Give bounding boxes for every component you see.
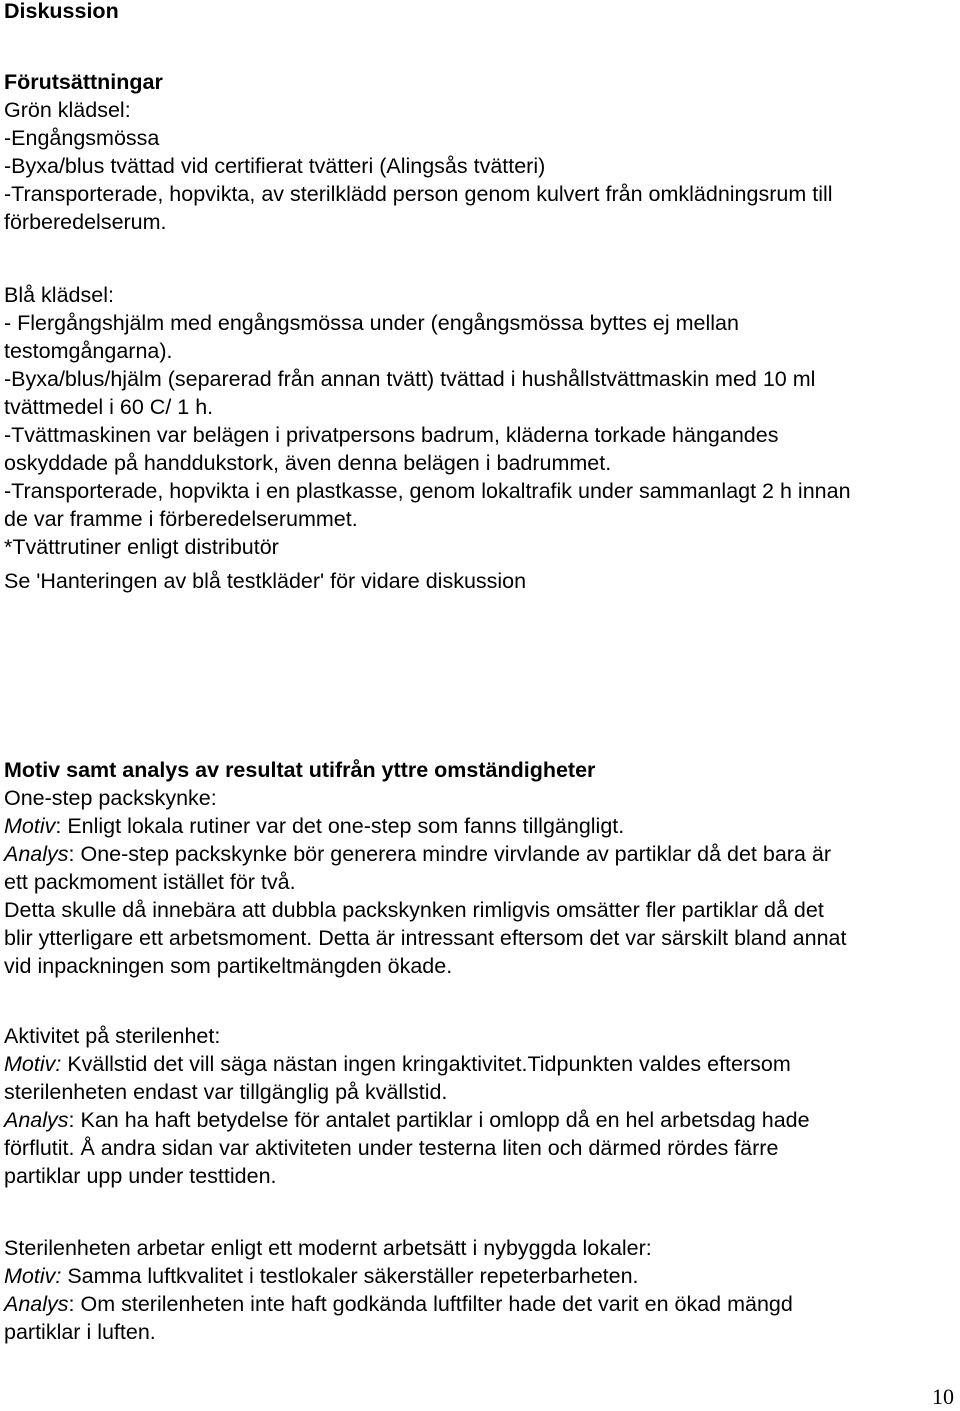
- motiv-text: Kvällstid det vill säga nästan ingen kringaktivitet.Tidpunkten valdes eftersom: [61, 1052, 791, 1076]
- block-title: Aktivitet på sterilenhet:: [4, 1024, 221, 1048]
- paragraph-line: vid inpackningen som partikeltmängden ökade.: [4, 954, 453, 978]
- analys-line: partiklar i luften.: [4, 1320, 156, 1344]
- paragraph-line: Detta skulle då innebära att dubbla packskynken rimligvis omsätter fler partiklar då det: [4, 898, 824, 922]
- motiv-label: Motiv: [4, 814, 56, 838]
- blue-clothing-label: Blå klädsel:: [4, 283, 114, 307]
- blue-line: oskyddade på handdukstork, även denna belägen i badrummet.: [4, 451, 612, 475]
- analys-line: Analys: Om sterilenheten inte haft godkända luftfilter hade det varit en ökad mängd: [4, 1292, 793, 1316]
- analys-line: ett packmoment istället för två.: [4, 870, 296, 894]
- green-clothing-label: Grön klädsel:: [4, 98, 131, 122]
- green-line: -Engångsmössa: [4, 126, 160, 150]
- blue-line: testomgångarna).: [4, 339, 173, 363]
- green-line: förberedelserum.: [4, 210, 167, 234]
- green-line: -Transporterade, hopvikta, av sterilklädd person genom kulvert från omklädningsrum till: [4, 182, 833, 206]
- blue-line: -Tvättmaskinen var belägen i privatpersons badrum, kläderna torkade hängandes: [4, 423, 779, 447]
- motiv-line: sterilenheten endast var tillgänglig på kvällstid.: [4, 1080, 448, 1104]
- analys-label: Analys: [4, 842, 69, 866]
- motiv-line: [4, 1050, 791, 1078]
- analys-line: Analys: Kan ha haft betydelse för antalet partiklar i omlopp då en hel arbetsdag hade: [4, 1108, 810, 1132]
- see-also-note: Se 'Hanteringen av blå testkläder' för vidare diskussion: [4, 569, 527, 593]
- paragraph-line: blir ytterligare ett arbetsmoment. Detta är intressant eftersom det var särskilt bland annat: [4, 926, 847, 950]
- blue-line: - Flergångshjälm med engångsmössa under (engångsmössa byttes ej mellan: [4, 311, 739, 335]
- blue-line: de var framme i förberedelserummet.: [4, 507, 358, 531]
- page-title: Diskussion: [4, 0, 119, 23]
- section-heading-prerequisites: Förutsättningar: [4, 70, 163, 94]
- section-heading-analysis: Motiv samt analys av resultat utifrån yttre omständigheter: [4, 758, 596, 782]
- motiv-line: Motiv: Enligt lokala rutiner var det one-step som fanns tillgängligt.: [4, 814, 625, 838]
- motiv-label: Motiv:: [4, 1052, 62, 1076]
- page-number: 10: [932, 1384, 954, 1409]
- analys-line: partiklar upp under testtiden.: [4, 1164, 277, 1188]
- motiv-label: Motiv:: [4, 1264, 62, 1288]
- analys-line: förflutit. Å andra sidan var aktiviteten under testerna liten och därmed rördes färre: [4, 1136, 779, 1160]
- blue-line: -Transporterade, hopvikta i en plastkasse, genom lokaltrafik under sammanlagt 2 h innan: [4, 479, 851, 503]
- analys-label: Analys: [4, 1292, 69, 1316]
- blue-line: -Byxa/blus/hjälm (separerad från annan tvätt) tvättad i hushållstvättmaskin med 10 ml: [4, 367, 816, 391]
- green-line: -Byxa/blus tvättad vid certifierat tvätteri (Alingsås tvätteri): [4, 154, 546, 178]
- blue-line: *Tvättrutiner enligt distributör: [4, 535, 279, 559]
- block-title: Sterilenheten arbetar enligt ett modernt arbetsätt i nybyggda lokaler:: [4, 1236, 652, 1260]
- analys-label: Analys: [4, 1108, 69, 1132]
- block-title: One-step packskynke:: [4, 786, 217, 810]
- analys-line: Analys: One-step packskynke bör generera mindre virvlande av partiklar då det bara är: [4, 842, 831, 866]
- blue-line: tvättmedel i 60 C/ 1 h.: [4, 395, 214, 419]
- motiv-line: Motiv: Samma luftkvalitet i testlokaler säkerställer repeterbarheten.: [4, 1264, 639, 1288]
